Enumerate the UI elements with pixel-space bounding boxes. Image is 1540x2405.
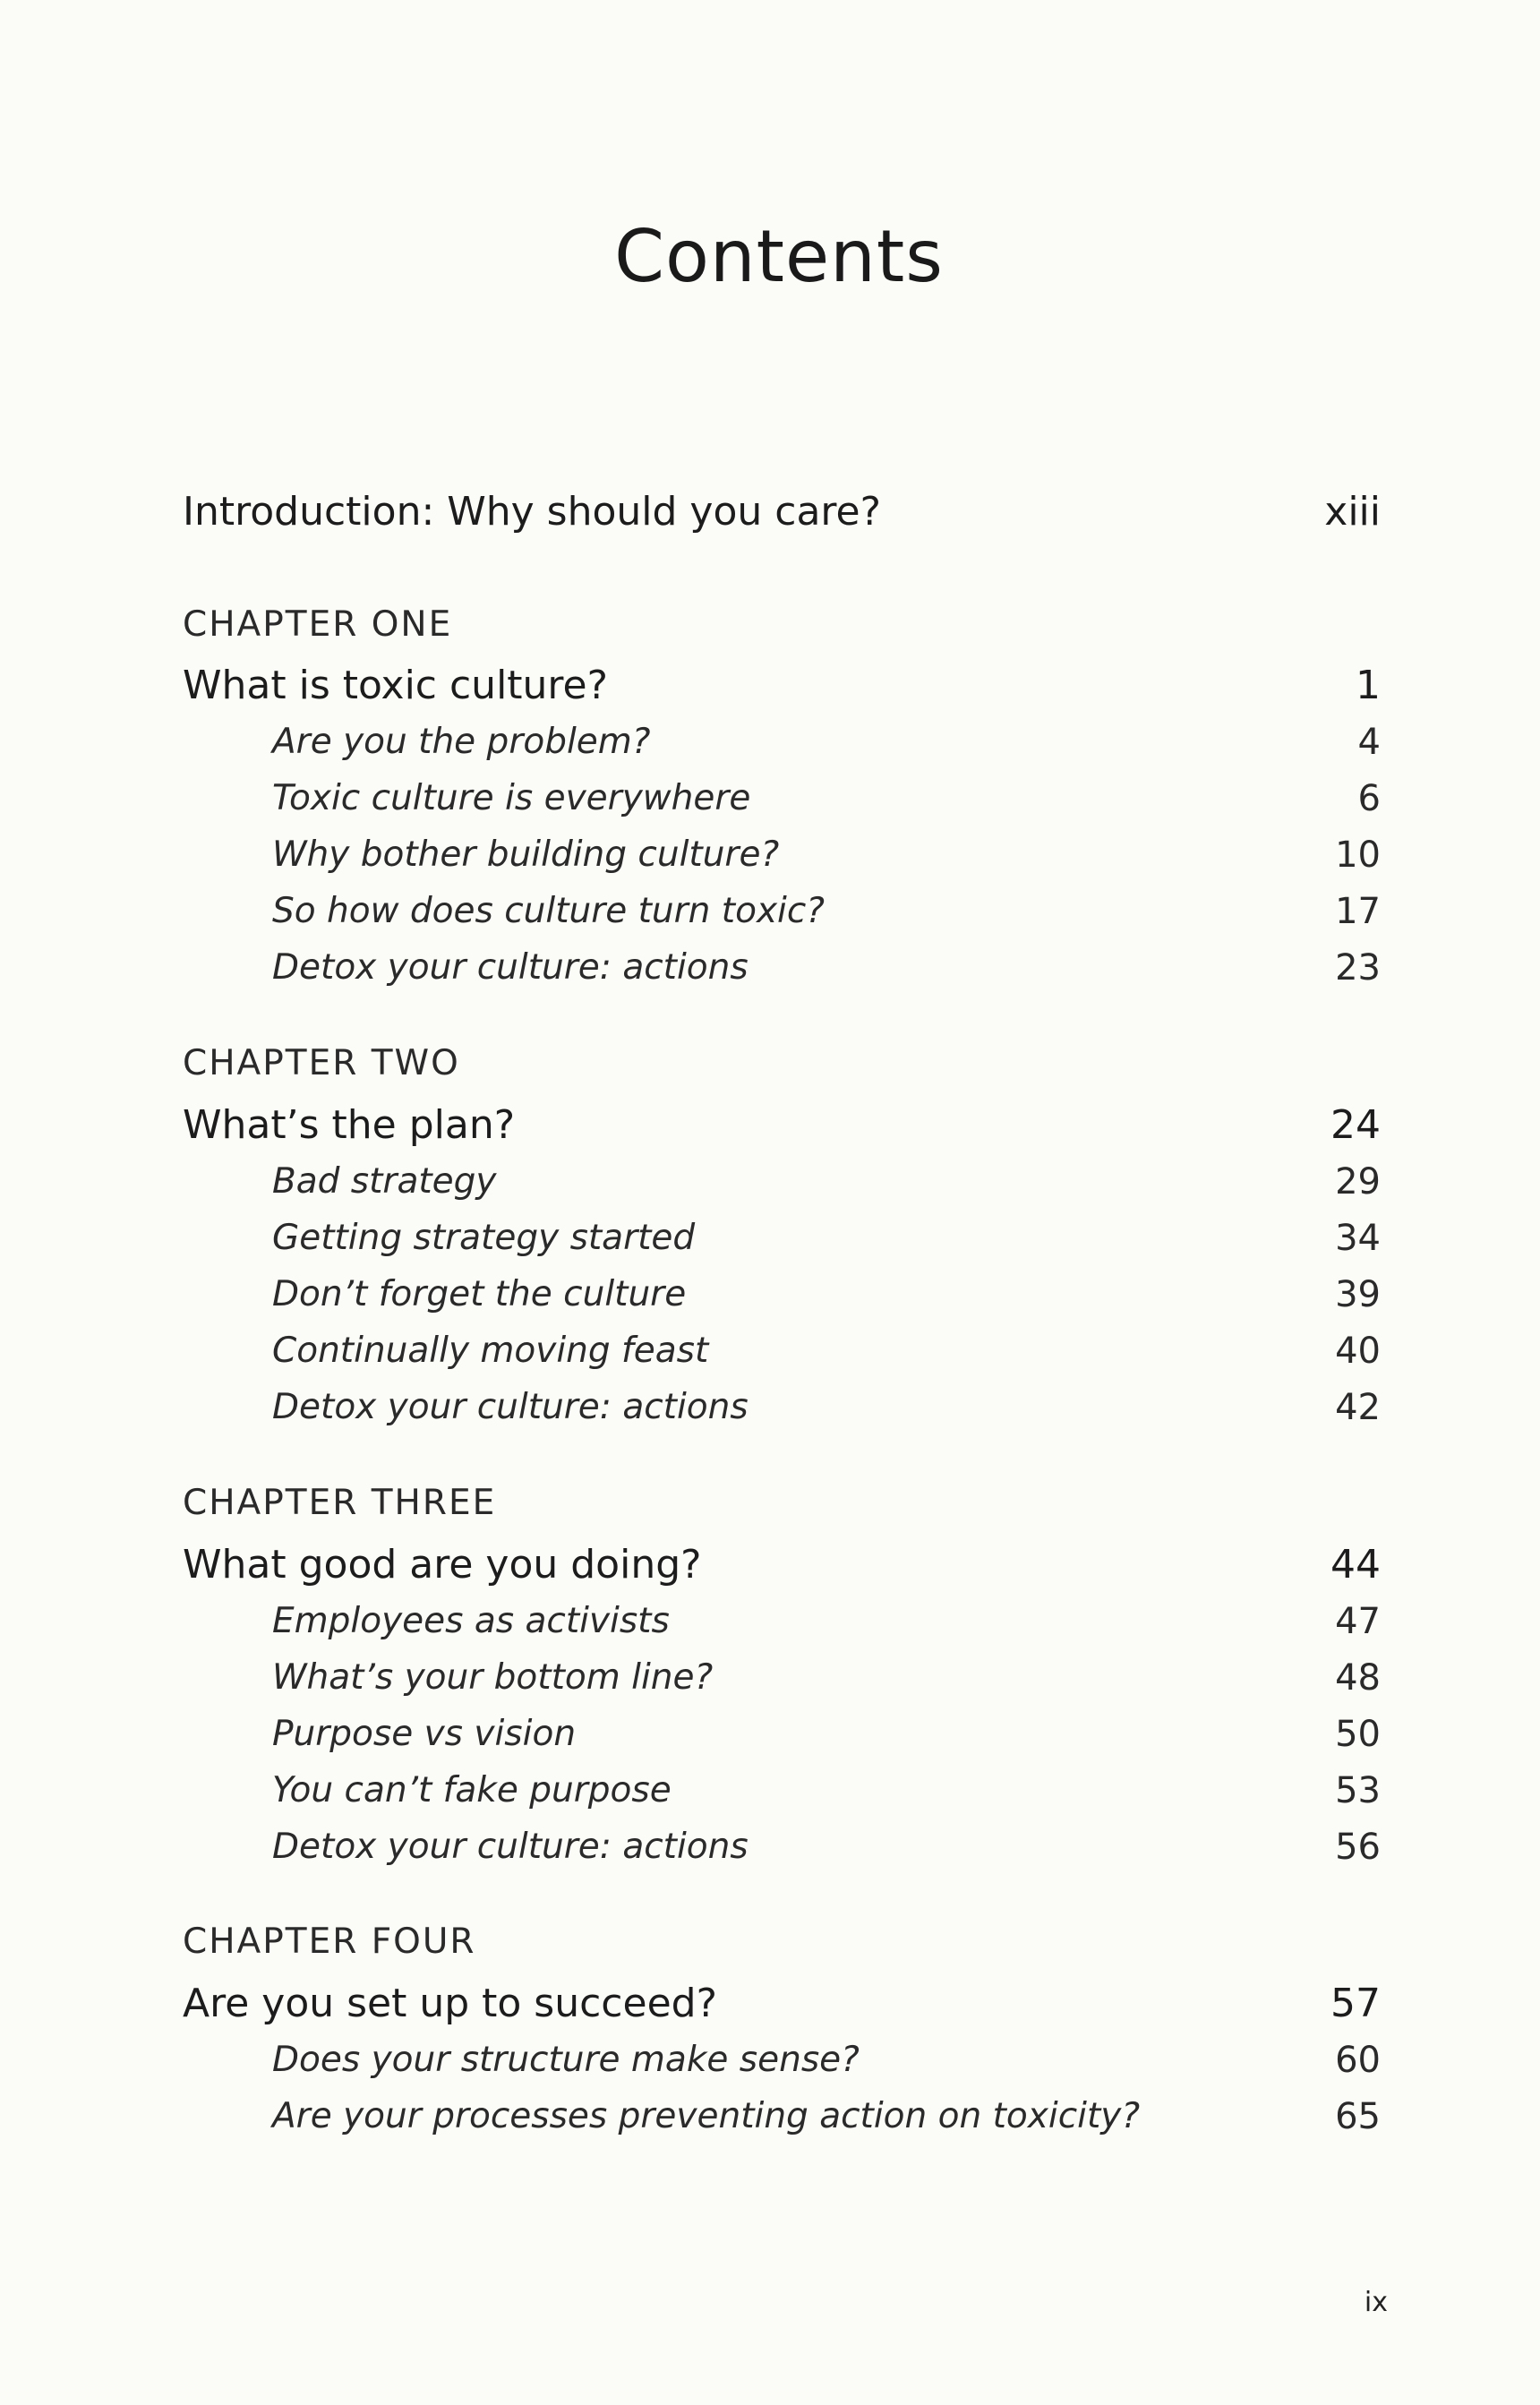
chapter-heading: [0, 1921, 1540, 1975]
toc-page-number: 23: [1335, 947, 1381, 989]
section-title: Detox your culture: actions: [272, 1387, 749, 1427]
toc-page-number: 48: [1335, 1657, 1381, 1699]
toc-page-number: 44: [1330, 1542, 1381, 1588]
toc-entry-section: [0, 1387, 1540, 1441]
toc-page-number: 34: [1335, 1218, 1381, 1259]
toc-page-number: 6: [1357, 778, 1381, 819]
toc-entry-section: [0, 1601, 1540, 1655]
section-title: Getting strategy started: [272, 1218, 696, 1258]
toc-entry-chapter: [0, 1542, 1540, 1596]
section-title: Detox your culture: actions: [272, 1827, 749, 1867]
toc-entry-section: [0, 1161, 1540, 1215]
toc-page-number: 39: [1335, 1274, 1381, 1315]
toc-page-number: 57: [1330, 1981, 1381, 2026]
toc-entry-chapter: [0, 1102, 1540, 1156]
section-title: Purpose vs vision: [272, 1714, 577, 1754]
chapter-heading: [0, 604, 1540, 658]
toc-entry-label: Introduction: Why should you care?: [183, 489, 881, 535]
toc-page-number: 10: [1335, 834, 1381, 876]
toc-page-number: 53: [1335, 1770, 1381, 1811]
chapter-heading-label: CHAPTER THREE: [183, 1483, 497, 1523]
toc-page-number: 47: [1335, 1601, 1381, 1642]
section-title: You can’t fake purpose: [272, 1770, 672, 1810]
toc-entry-section: [0, 1331, 1540, 1384]
section-title: Toxic culture is everywhere: [272, 778, 751, 818]
section-title: Continually moving feast: [272, 1331, 709, 1371]
chapter-title: Are you set up to succeed?: [183, 1981, 717, 2026]
toc-entry-section: [0, 1714, 1540, 1767]
toc-page-number: 60: [1335, 2040, 1381, 2081]
toc-page-number: 24: [1330, 1102, 1381, 1148]
toc-entry-section: [0, 947, 1540, 1001]
section-title: So how does culture turn toxic?: [272, 891, 826, 931]
toc-page-number: 40: [1335, 1331, 1381, 1372]
section-title: Don’t forget the culture: [272, 1274, 687, 1314]
toc-entry-chapter: [0, 1981, 1540, 2034]
toc-entry-section: [0, 778, 1540, 832]
toc-entry-section: [0, 2096, 1540, 2150]
toc-entry-section: [0, 1827, 1540, 1880]
section-title: Detox your culture: actions: [272, 947, 749, 988]
toc-page-number: 1: [1356, 663, 1381, 708]
toc-page-number: 65: [1335, 2096, 1381, 2137]
chapter-title: What is toxic culture?: [183, 663, 608, 708]
chapter-heading: [0, 1483, 1540, 1536]
toc-page-number: 42: [1335, 1387, 1381, 1428]
toc-entry-section: [0, 2040, 1540, 2093]
page-title: Contents: [614, 215, 944, 298]
toc-entry-section: [0, 1218, 1540, 1271]
toc-entry-chapter: [0, 663, 1540, 716]
chapter-heading: [0, 1043, 1540, 1097]
toc-entry-section: [0, 891, 1540, 945]
toc-page-number: 50: [1335, 1714, 1381, 1755]
toc-page-number: xiii: [1324, 489, 1381, 535]
toc-entry-section: [0, 1657, 1540, 1711]
page-folio: ix: [1364, 2287, 1388, 2318]
section-title: Why bother building culture?: [272, 834, 780, 875]
chapter-heading-label: CHAPTER FOUR: [183, 1921, 476, 1962]
chapter-title: What’s the plan?: [183, 1102, 516, 1148]
toc-entry-section: [0, 722, 1540, 775]
section-title: Are your processes preventing action on toxicity?: [272, 2096, 1141, 2136]
toc-entry-section: [0, 834, 1540, 888]
toc-page-number: 4: [1357, 722, 1381, 763]
section-title: What’s your bottom line?: [272, 1657, 714, 1698]
section-title: Bad strategy: [272, 1161, 497, 1202]
chapter-title: What good are you doing?: [183, 1542, 702, 1588]
section-title: Employees as activists: [272, 1601, 670, 1641]
toc-page-number: 17: [1335, 891, 1381, 932]
toc-page-number: 29: [1335, 1161, 1381, 1202]
toc-page-number: 56: [1335, 1827, 1381, 1868]
toc-entry-introduction: [0, 489, 1540, 543]
chapter-heading-label: CHAPTER TWO: [183, 1043, 460, 1083]
toc-entry-section: [0, 1274, 1540, 1328]
section-title: Are you the problem?: [272, 722, 651, 762]
toc-entry-section: [0, 1770, 1540, 1824]
section-title: Does your structure make sense?: [272, 2040, 860, 2080]
chapter-heading-label: CHAPTER ONE: [183, 604, 453, 645]
